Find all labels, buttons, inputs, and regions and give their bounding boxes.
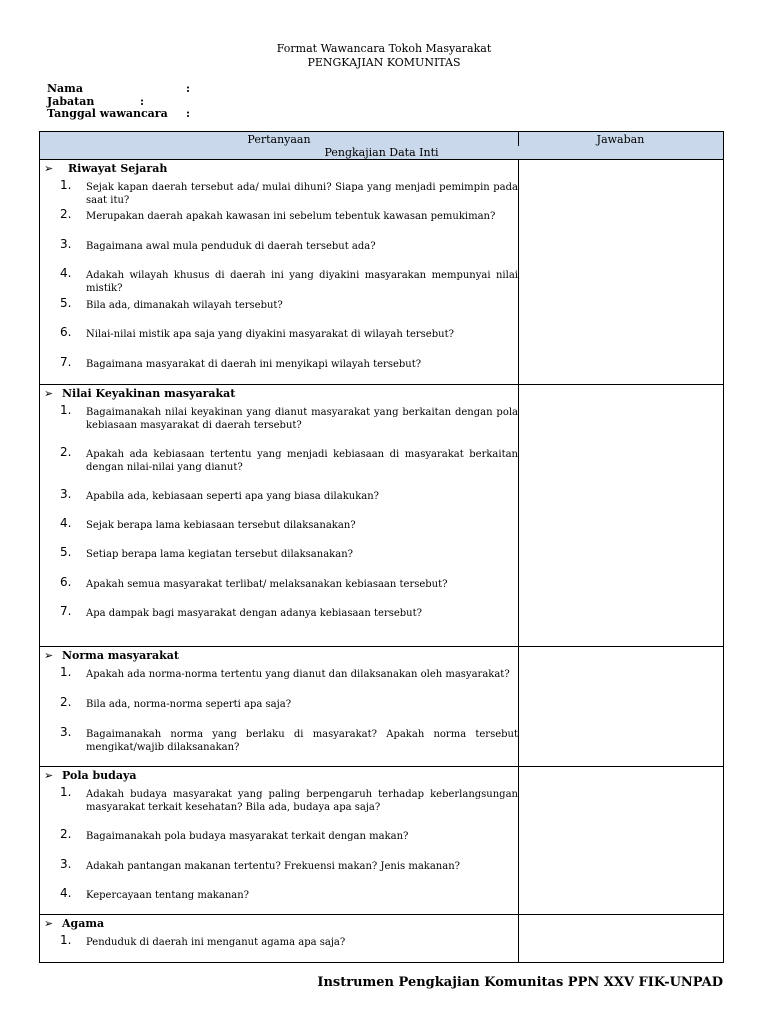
- arrow-bullet-icon: ➢: [44, 769, 54, 782]
- arrow-bullet-icon: ➢: [44, 917, 54, 930]
- column-divider: [518, 159, 519, 962]
- jabatan-colon: :: [140, 95, 145, 108]
- section-title-budaya: ➢ Pola budaya: [44, 769, 137, 782]
- section-divider: [40, 384, 723, 385]
- table-header-row: [40, 132, 723, 147]
- column-header-question: Pertanyaan: [247, 133, 311, 146]
- footer-text: Instrumen Pengkajian Komunitas PPN XXV FIK-UNPAD: [317, 975, 723, 990]
- header-divider: [518, 132, 519, 146]
- section-divider: [40, 914, 723, 915]
- arrow-bullet-icon: ➢: [44, 162, 54, 175]
- form-subtitle: PENGKAJIAN KOMUNITAS: [307, 56, 461, 69]
- nama-label: Nama: [47, 82, 83, 95]
- section-divider: [40, 646, 723, 647]
- section-header-row: [40, 146, 723, 160]
- section-header-label: Pengkajian Data Inti: [324, 146, 439, 159]
- jabatan-label: Jabatan: [47, 95, 95, 108]
- column-header-answer: Jawaban: [596, 133, 645, 146]
- interview-table: Pertanyaan Jawaban Pengkajian Data Inti ➢ Riwayat Sejarah 1. Sejak kapan daerah tersebut ada/ mulai dihuni? Siapa yang menjadi pemimpin pada saat itu? 2. Merupakan daerah apakah kawasan ini sebelum tebentuk kawasan pemukiman? 3. Bagaimana awal mula penduduk di daerah tersebut ada? 4. Adakah wilayah khusus di daerah ini yang diyakini masyarakan mempunyai nilai mistik? 5. Bila ada, dimanakah wilayah tersebut? 6. Nilai-nilai mistik apa saja yang diyakini masyarakat di wilayah tersebut? 7. Bagaimana masyarakat di daerah ini menyikapi wilayah tersebut? ➢ Nilai Keyakinan masyarakat 1. Bagaimanakah nilai keyakinan yang dianut masyarakat yang berkaitan dengan pola kebiasaan masyarakat di daerah tersebut? 2. Apakah ada kebiasaan tertentu yang menjadi kebiasaan di masyarakat berkaitan dengan nilai-nilai yang dianut? 3. Apabila ada, kebiasaan seperti apa yang biasa dilakukan? 4. Sejak berapa lama kebiasaan tersebut dilaksanakan? 5. Setiap berapa lama kegiatan tersebut dilaksanakan? 6. Apakah semua masyarakat terlibat/ melaksanakan kebiasaan tersebut? 7. Apa dampak bagi masyarakat dengan adanya kebiasaan tersebut? ➢ Norma masyarakat 1. Apakah ada norma-norma tertentu yang dianut dan dilaksanakan oleh masyarakat? 2. Bila ada, norma-norma seperti apa saja? 3. Bagaimanakah norma yang berlaku di masyarakat? Apakah norma tersebut mengikat/wajib dilaksanakan? ➢ Pola budaya 1. Adakah budaya masyarakat yang paling berpengaruh terhadap keberlangsungan masyarakat terkait kesehatan? Bila ada, budaya apa saja? 2. Bagaimanakah pola budaya masyarakat terkait dengan makan? 3. Adakah pantangan makanan tertentu? Frekuensi makan? Jenis makanan? 4. Kepercayaan tentang makanan? ➢ Agama 1. Penduduk di daerah ini menganut agama apa saja?: [39, 131, 724, 963]
- section-title-nilai: ➢ Nilai Keyakinan masyarakat: [44, 387, 236, 400]
- section-divider: [40, 766, 723, 767]
- tanggal-colon: :: [186, 107, 191, 120]
- section-title-norma: ➢ Norma masyarakat: [44, 649, 180, 662]
- arrow-bullet-icon: ➢: [44, 649, 54, 662]
- nama-colon: :: [186, 82, 191, 95]
- arrow-bullet-icon: ➢: [44, 387, 54, 400]
- tanggal-label: Tanggal wawancara: [47, 107, 168, 120]
- form-title: Format Wawancara Tokoh Masyarakat: [276, 42, 492, 55]
- section-title-agama: ➢ Agama: [44, 917, 105, 930]
- section-title-riwayat: ➢ Riwayat Sejarah: [44, 162, 168, 175]
